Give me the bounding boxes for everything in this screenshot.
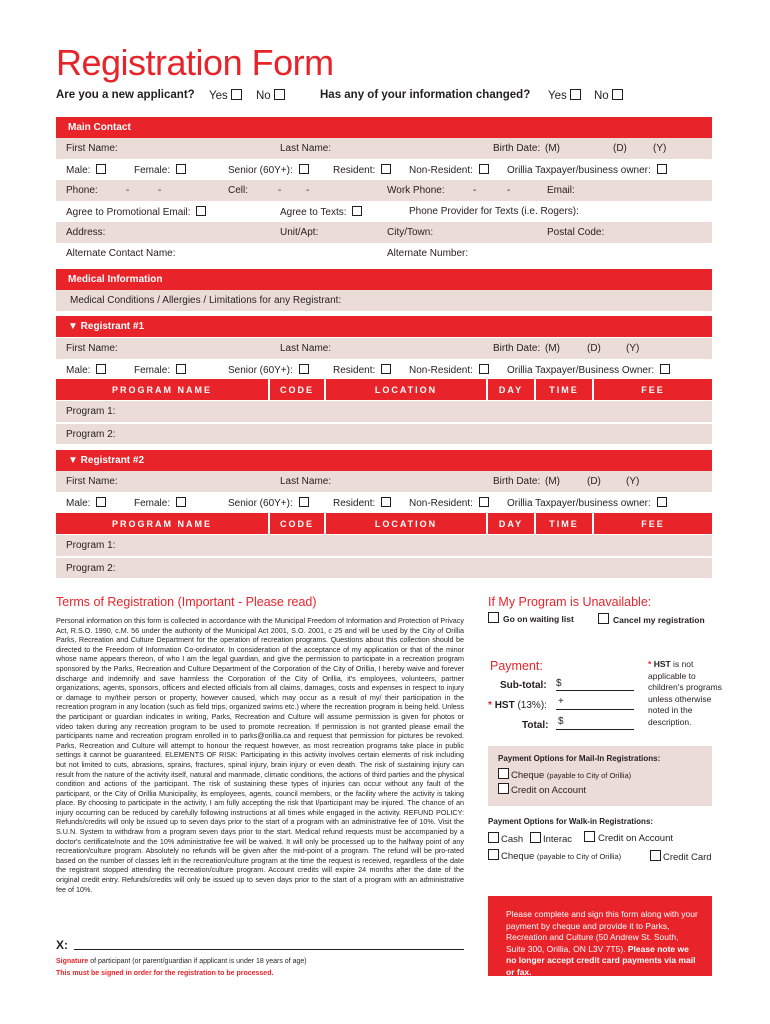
- male-label: Male:: [66, 165, 91, 176]
- birth-month-label: (M): [545, 343, 560, 354]
- mail-in-credit-label: Credit on Account: [511, 785, 586, 796]
- cell-dash-2: -: [306, 185, 310, 196]
- new-applicant-no-checkbox[interactable]: [274, 89, 285, 100]
- first-name-label: First Name:: [66, 476, 118, 487]
- walk-in-interac-option[interactable]: [530, 832, 572, 845]
- new-applicant-yes[interactable]: [209, 89, 242, 102]
- birth-year-label: (Y): [626, 343, 640, 354]
- subtotal-line[interactable]: [556, 690, 634, 691]
- registrant-2-status-row: [56, 492, 712, 513]
- senior-checkbox[interactable]: [299, 497, 309, 507]
- info-changed-no-checkbox[interactable]: [612, 89, 623, 100]
- main-contact-address-row: [56, 222, 712, 243]
- mail-instructions-note: Please note we no longer accept credit card payments via mail or fax.: [506, 943, 696, 977]
- address-label: Address:: [66, 227, 106, 238]
- male-checkbox[interactable]: [96, 164, 106, 174]
- cell-label: Cell:: [228, 185, 249, 196]
- payment-title: Payment:: [490, 659, 543, 673]
- mail-in-title: Payment Options for Mail-In Registrations:: [498, 754, 661, 763]
- mail-in-cheque-checkbox[interactable]: [498, 768, 509, 779]
- program-1-label: Program 1:: [66, 406, 116, 417]
- hst-rate: (13%):: [517, 700, 547, 711]
- birth-month-label: (M): [545, 143, 560, 154]
- resident-label: Resident:: [333, 365, 376, 376]
- female-checkbox[interactable]: [176, 497, 186, 507]
- program-2-label: Program 2:: [66, 429, 116, 440]
- info-changed-yes[interactable]: [548, 89, 581, 102]
- medical-row: [56, 290, 712, 311]
- resident-label: Resident:: [333, 498, 376, 509]
- cancel-registration-option[interactable]: [598, 613, 705, 625]
- non-resident-option[interactable]: [409, 164, 489, 176]
- resident-checkbox[interactable]: [381, 497, 391, 507]
- walk-in-cheque-option[interactable]: [488, 849, 621, 862]
- code-header: CODE: [270, 513, 324, 534]
- phone-dash-1: -: [126, 185, 130, 196]
- last-name-label: Last Name:: [280, 476, 332, 487]
- non-resident-option[interactable]: [409, 364, 489, 376]
- first-name-label: First Name:: [66, 343, 118, 354]
- birth-date-label: Birth Date:: [493, 143, 541, 154]
- registrant-1-program-header: [56, 379, 712, 400]
- promo-email-checkbox[interactable]: [196, 206, 206, 216]
- taxpayer-label: Orillia Taxpayer/business owner:: [507, 165, 651, 176]
- terms-body: Personal information on this form is collected in accordance with the Municipal Freedom of Information and Protection of Privacy Act, R.S.O. 1990, c.M. 56 under the authority of the Municipal Act 2001, S.O. 2001, c 25 and will be used by the City of Orillia Parks, Recreation and Culture Department for the operation of recreation programs. Questions about this collection should be directed to the Freedom of Information Co-ordinator. In consideration of the acceptance of my application or that of the minor whose name appears thereon, of who I am the legal guardian, and give the permission to participate in a recreation program sponsored by the Parks, Recreation and Culture Department of the Corporation of the City of Orillia, I hereby waive and forever discharge and indemnify and save harmless the Corporation of the City of Orillia, it's employees, volunteers, partner organizations, agents, sponsors, officers and elected officials from all claims, damages, costs and expenses in respect to injury or damage to my/their person or property, however caused, which may occur as a result of my/ their participation in the recreation program in any location (such as field trips, organized swims etc.) where the recreation program is being held. Unless the participant or guardian indicates in writing, Parks, Recreation and Culture will assume permission is given for photos or video taken during any recreation program to be used to promote recreation. If permission is not granted please email the participants name and recreation program enrolled in to parks@orillia.ca and request that permission for pictures be revoked. Parks, Recreation and Culture will attempt to honour the request however, as most recreation programs take place in public settings it cannot be guaranteed. ELEMENTS OF RISK: Participating in this activity involves certain elements of risk including but not limited to cuts, abrasions, sprains, fractures, spinal injury, brain injury or even death. The risk of sustaining injury can result from the nature of the activity itself, natural and manmade, climatic conditions, the actions of third parties and the physical condition and actions of the participant. The risk of sustaining these types of injuries can occur without any fault of the participant, or the City of Orillia Municipality, its employees, agents, council members, or the facility where the activity is taking place. By choosing to participate in the activity, I am fully accepting the risk that I/participant may be injured. The chance of an injury occurring can be reduced by carefully following instructions at all times while engaged in the activity. REFUND POLICY: Refunds/credits will only be issued up to seven days prior to the start of a program with an administrative fee of 10%. Visit the S.U.N. System to withdraw from a program seven days prior to the start. Medical refund requests must be accompanied by a doctor's certificate/note and the 10% administrative fee will be waived. It will only be processed up to the halfway point of any recreation/culture program. Absolutely no refunds will be given after the mid-point of a program. The refund will be pro-rated based on the number of classes left in the recreation/culture program at the time the request is received, regardless of the date the registrant stopped attending the recreation/culture program. Account credits will expire 24 months after the date of the original credit entry. Refunds/credits will only be issued up to seven days prior to the start of a program with an administrative fee of 10%.: [56, 616, 464, 894]
- taxpayer-option[interactable]: [507, 497, 667, 509]
- male-checkbox[interactable]: [96, 497, 106, 507]
- senior-label: Senior (60Y+):: [228, 365, 293, 376]
- unit-label: Unit/Apt:: [280, 227, 319, 238]
- taxpayer-label: Orillia Taxpayer/business owner:: [507, 498, 651, 509]
- resident-label: Resident:: [333, 165, 376, 176]
- registrant-1-name-row: [56, 338, 712, 359]
- taxpayer-checkbox[interactable]: [660, 364, 670, 374]
- registrant-1-program-1-row[interactable]: [56, 401, 712, 422]
- interac-checkbox[interactable]: [530, 832, 541, 843]
- info-changed-label: Has any of your information changed?: [320, 89, 531, 101]
- hst-plus: +: [558, 696, 564, 707]
- resident-option[interactable]: [333, 364, 391, 376]
- no-label: No: [594, 90, 609, 102]
- waiting-list-checkbox[interactable]: [488, 612, 499, 623]
- registrant-1-header: ▼ Registrant #1: [56, 316, 712, 337]
- senior-label: Senior (60Y+):: [228, 498, 293, 509]
- yes-label: Yes: [209, 90, 228, 102]
- birth-day-label: (D): [587, 476, 601, 487]
- taxpayer-checkbox[interactable]: [657, 164, 667, 174]
- male-option[interactable]: [66, 364, 106, 376]
- birth-month-label: (M): [545, 476, 560, 487]
- cancel-registration-checkbox[interactable]: [598, 613, 609, 624]
- medical-conditions-label: Medical Conditions / Allergies / Limitations for any Registrant:: [70, 295, 342, 306]
- hst-note-label: HST: [653, 659, 671, 669]
- hst-note: [648, 659, 724, 728]
- time-header: TIME: [536, 379, 592, 400]
- city-label: City/Town:: [387, 227, 434, 238]
- mail-in-cheque-note: (payable to City of Orillia): [546, 771, 632, 780]
- non-resident-label: Non-Resident:: [409, 165, 473, 176]
- resident-checkbox[interactable]: [381, 364, 391, 374]
- new-applicant-no[interactable]: [256, 89, 285, 102]
- senior-checkbox[interactable]: [299, 164, 309, 174]
- senior-option[interactable]: [228, 364, 309, 376]
- phone-label: Phone:: [66, 185, 98, 196]
- registrant-2-name-row: [56, 471, 712, 492]
- waiting-list-label: Go on waiting list: [503, 614, 574, 624]
- main-contact-phone-row: [56, 180, 712, 201]
- subtotal-dollar: $: [556, 678, 562, 689]
- male-label: Male:: [66, 498, 91, 509]
- hst-line[interactable]: [556, 709, 634, 710]
- registrant-1-status-row: [56, 359, 712, 380]
- day-header: DAY: [488, 379, 534, 400]
- subtotal-label: Sub-total:: [500, 680, 547, 691]
- birth-year-label: (Y): [653, 143, 667, 154]
- agree-texts-checkbox[interactable]: [352, 206, 362, 216]
- non-resident-label: Non-Resident:: [409, 498, 473, 509]
- credit-card-checkbox[interactable]: [650, 850, 661, 861]
- registrant-2-program-header: [56, 513, 712, 534]
- non-resident-checkbox[interactable]: [479, 164, 489, 174]
- time-header: TIME: [536, 513, 592, 534]
- work-dash-2: -: [507, 185, 511, 196]
- new-applicant-yes-checkbox[interactable]: [231, 89, 242, 100]
- walk-in-credit-option[interactable]: [584, 831, 673, 844]
- taxpayer-label: Orillia Taxpayer/Business Owner:: [507, 365, 655, 376]
- alt-number-label: Alternate Number:: [387, 248, 469, 259]
- program-2-label: Program 2:: [66, 563, 116, 574]
- main-contact-status-row: [56, 159, 712, 180]
- fee-header: FEE: [594, 513, 712, 534]
- mail-instructions-box: [488, 896, 712, 976]
- birth-day-label: (D): [613, 143, 627, 154]
- promo-email-option[interactable]: [66, 206, 206, 218]
- male-checkbox[interactable]: [96, 364, 106, 374]
- registrant-1-program-2-row[interactable]: [56, 423, 712, 444]
- credit-card-label: Credit Card: [663, 852, 712, 863]
- signature-caption-rest: of participant (or parent/guardian if applicant is under 18 years of age): [88, 958, 307, 965]
- signature-caption: [56, 958, 307, 965]
- walk-in-credit-label: Credit on Account: [598, 833, 673, 844]
- resident-checkbox[interactable]: [381, 164, 391, 174]
- new-applicant-question: [56, 89, 195, 101]
- signature-word: Signature: [56, 958, 89, 965]
- location-header: LOCATION: [326, 513, 486, 534]
- female-option[interactable]: [134, 497, 186, 509]
- taxpayer-option[interactable]: [507, 164, 667, 176]
- info-changed-no[interactable]: [594, 89, 623, 102]
- cash-label: Cash: [501, 834, 524, 845]
- taxpayer-option[interactable]: [507, 364, 670, 376]
- male-option[interactable]: [66, 497, 106, 509]
- interac-label: Interac: [543, 834, 573, 845]
- program-name-header: PROGRAM NAME: [56, 379, 268, 400]
- female-checkbox[interactable]: [176, 364, 186, 374]
- last-name-label: Last Name:: [280, 143, 332, 154]
- first-name-label: First Name:: [66, 143, 118, 154]
- registrant-2-program-1-row[interactable]: [56, 535, 712, 556]
- female-label: Female:: [134, 365, 171, 376]
- hst-row-label: [488, 700, 547, 711]
- work-dash-1: -: [473, 185, 477, 196]
- female-option[interactable]: [134, 364, 186, 376]
- senior-label: Senior (60Y+):: [228, 165, 293, 176]
- signature-x-mark: X:: [56, 938, 68, 952]
- yes-label: Yes: [548, 90, 567, 102]
- hst-note-star: *: [648, 659, 652, 669]
- medical-header: Medical Information: [56, 269, 712, 290]
- female-label: Female:: [134, 165, 171, 176]
- info-changed-yes-checkbox[interactable]: [570, 89, 581, 100]
- signature-required-note: This must be signed in order for the registration to be processed.: [56, 970, 274, 977]
- no-label: No: [256, 90, 271, 102]
- program-1-label: Program 1:: [66, 540, 116, 551]
- total-line[interactable]: [556, 729, 634, 730]
- cell-dash-1: -: [278, 185, 282, 196]
- walk-in-title: Payment Options for Walk-in Registrations:: [488, 817, 654, 826]
- registrant-2-header: ▼ Registrant #2: [56, 450, 712, 471]
- mail-in-credit-option[interactable]: [498, 783, 586, 796]
- program-name-header: PROGRAM NAME: [56, 513, 268, 534]
- resident-option[interactable]: [333, 497, 391, 509]
- work-phone-label: Work Phone:: [387, 185, 445, 196]
- mail-in-credit-checkbox[interactable]: [498, 783, 509, 794]
- non-resident-label: Non-Resident:: [409, 365, 473, 376]
- phone-dash-2: -: [158, 185, 162, 196]
- agree-texts-label: Agree to Texts:: [280, 207, 347, 218]
- hst-label: HST: [494, 700, 515, 711]
- female-label: Female:: [134, 498, 171, 509]
- mail-in-cheque-label: Cheque: [511, 770, 545, 781]
- non-resident-checkbox[interactable]: [479, 497, 489, 507]
- phone-provider-label: Phone Provider for Texts (i.e. Rogers):: [409, 206, 579, 217]
- male-label: Male:: [66, 365, 91, 376]
- total-label: Total:: [522, 720, 549, 731]
- walk-in-cheque-label: Cheque: [501, 851, 535, 862]
- mail-instructions-text: Please complete and sign this form along with your payment by cheque and provide it to Parks, Recreation and Culture (50 Andrew St. South, Suite 300, Orillia, ON L3V 7T5).: [506, 909, 698, 954]
- main-contact-alt-row: [56, 243, 712, 264]
- walk-in-cheque-checkbox[interactable]: [488, 849, 499, 860]
- birth-year-label: (Y): [626, 476, 640, 487]
- walk-in-cash-option[interactable]: [488, 832, 523, 845]
- female-option[interactable]: [134, 164, 186, 176]
- birth-date-label: Birth Date:: [493, 343, 541, 354]
- fee-header: FEE: [594, 379, 712, 400]
- main-contact-header: Main Contact: [56, 117, 712, 138]
- last-name-label: Last Name:: [280, 343, 332, 354]
- male-option[interactable]: [66, 164, 106, 176]
- senior-option[interactable]: [228, 164, 309, 176]
- cancel-registration-label: Cancel my registration: [613, 615, 705, 625]
- hst-note-text: is not applicable to children's programs unless otherwise noted in the description.: [648, 659, 722, 727]
- main-contact-name-row: [56, 138, 712, 159]
- taxpayer-checkbox[interactable]: [657, 497, 667, 507]
- walk-in-credit-card-option[interactable]: [650, 850, 712, 863]
- signature-line[interactable]: [74, 949, 464, 950]
- waiting-list-option[interactable]: [488, 612, 574, 624]
- agree-texts-option[interactable]: [280, 206, 362, 218]
- walk-in-cheque-note: (payable to City of Orillia): [536, 852, 622, 861]
- birth-day-label: (D): [587, 343, 601, 354]
- female-checkbox[interactable]: [176, 164, 186, 174]
- page-title: Registration Form: [56, 42, 334, 83]
- mail-in-cheque-option[interactable]: [498, 768, 631, 781]
- day-header: DAY: [488, 513, 534, 534]
- alt-contact-label: Alternate Contact Name:: [66, 248, 176, 259]
- postal-label: Postal Code:: [547, 227, 605, 238]
- cash-checkbox[interactable]: [488, 832, 499, 843]
- email-label: Email:: [547, 185, 575, 196]
- info-changed-question: [320, 89, 530, 101]
- non-resident-checkbox[interactable]: [479, 364, 489, 374]
- birth-date-label: Birth Date:: [493, 476, 541, 487]
- new-applicant-label: Are you a new applicant?: [56, 89, 195, 101]
- code-header: CODE: [270, 379, 324, 400]
- terms-title: Terms of Registration (Important - Please read): [56, 595, 317, 609]
- walk-in-credit-checkbox[interactable]: [584, 831, 595, 842]
- registrant-2-program-2-row[interactable]: [56, 557, 712, 578]
- resident-option[interactable]: [333, 164, 391, 176]
- total-dollar: $: [558, 716, 564, 727]
- promo-email-label: Agree to Promotional Email:: [66, 207, 191, 218]
- senior-option[interactable]: [228, 497, 309, 509]
- senior-checkbox[interactable]: [299, 364, 309, 374]
- location-header: LOCATION: [326, 379, 486, 400]
- unavailable-title: If My Program is Unavailable:: [488, 595, 652, 609]
- main-contact-consent-row: [56, 201, 712, 222]
- non-resident-option[interactable]: [409, 497, 489, 509]
- hst-star: *: [488, 700, 492, 711]
